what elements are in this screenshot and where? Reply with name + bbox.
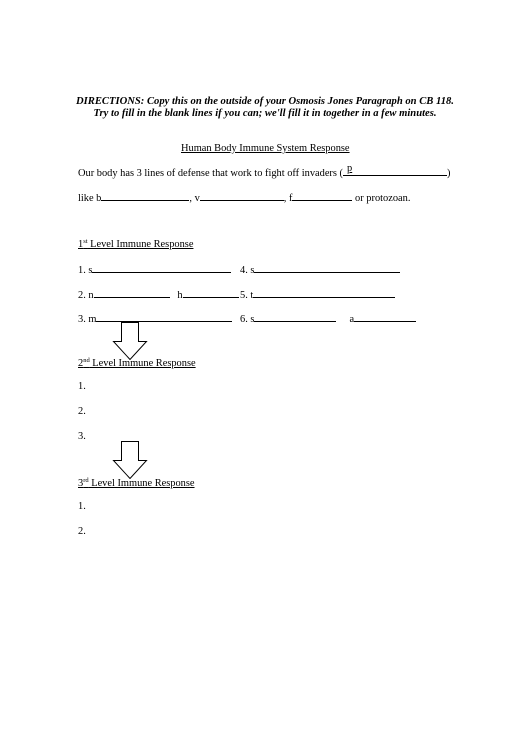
- item-4-label: 4. s: [240, 265, 255, 276]
- level-1-text: Level Immune Response: [87, 239, 194, 250]
- level-1-heading: [78, 238, 193, 251]
- item-3-label: 3. m: [78, 314, 97, 325]
- invaders-blank[interactable]: [343, 165, 447, 176]
- down-arrow-icon: [111, 322, 149, 360]
- intro-prefix: Our body has 3 lines of defense that work to fight off invaders (: [78, 168, 343, 179]
- level-3-item-2: 2.: [78, 526, 86, 537]
- item-6b-label: a: [349, 314, 355, 325]
- item-3-blank[interactable]: [96, 311, 232, 322]
- level-2-item-3: 3.: [78, 431, 86, 442]
- item-1-label: 1. s: [78, 265, 93, 276]
- bacteria-label: like b: [78, 193, 102, 204]
- level-1-item-6: [240, 311, 416, 326]
- item-6-label: 6. s: [240, 314, 255, 325]
- level-1-item-2: [78, 287, 239, 302]
- level-3-num: 3: [78, 478, 84, 489]
- level-1-item-1: [78, 262, 231, 277]
- level-3-heading: [78, 477, 195, 490]
- fungi-blank[interactable]: [292, 190, 352, 201]
- level-3-sup: rd: [83, 477, 89, 484]
- level-2-sup: nd: [83, 357, 90, 364]
- level-2-heading: [78, 357, 196, 370]
- item-2-label: 2. n: [78, 290, 94, 301]
- level-1-item-3: [78, 311, 232, 326]
- level-1-item-4: [240, 262, 400, 277]
- item-6-blank[interactable]: [254, 311, 336, 322]
- level-1-item-5: [240, 287, 395, 302]
- item-1-blank[interactable]: [92, 262, 231, 273]
- level-3-text: Level Immune Response: [88, 478, 195, 489]
- intro-suffix: ): [447, 168, 451, 179]
- item-2b-blank[interactable]: [183, 287, 239, 298]
- bacteria-blank[interactable]: [101, 190, 189, 201]
- level-3-item-1: 1.: [78, 501, 86, 512]
- fungi-label: , f: [283, 193, 293, 204]
- item-5-label: 5. t: [240, 290, 254, 301]
- virus-label: , v: [189, 193, 200, 204]
- invaders-fill: p: [347, 163, 353, 174]
- down-arrow-icon: [111, 441, 149, 479]
- level-2-item-1: 1.: [78, 381, 86, 392]
- level-2-item-2: 2.: [78, 406, 86, 417]
- intro-line-1: [78, 165, 450, 180]
- item-6b-blank[interactable]: [354, 311, 416, 322]
- level-1-num: 1: [78, 239, 84, 250]
- virus-blank[interactable]: [200, 190, 284, 201]
- directions-line-1: DIRECTIONS: Copy this on the outside of your Osmosis Jones Paragraph on CB 118.: [76, 96, 454, 107]
- level-2-text: Level Immune Response: [89, 358, 196, 369]
- intro-line-2: [78, 190, 410, 205]
- worksheet-title: Human Body Immune System Response: [181, 143, 350, 154]
- level-2-num: 2: [78, 358, 84, 369]
- directions-line-2: Try to fill in the blank lines if you can; we'll fill it in together in a few minutes.: [93, 108, 437, 119]
- item-5-blank[interactable]: [253, 287, 395, 298]
- protozoan-label: or protozoan.: [355, 193, 411, 204]
- level-1-sup: st: [83, 238, 88, 245]
- item-4-blank[interactable]: [254, 262, 400, 273]
- item-2b-label: h: [177, 290, 183, 301]
- item-2-blank[interactable]: [94, 287, 170, 298]
